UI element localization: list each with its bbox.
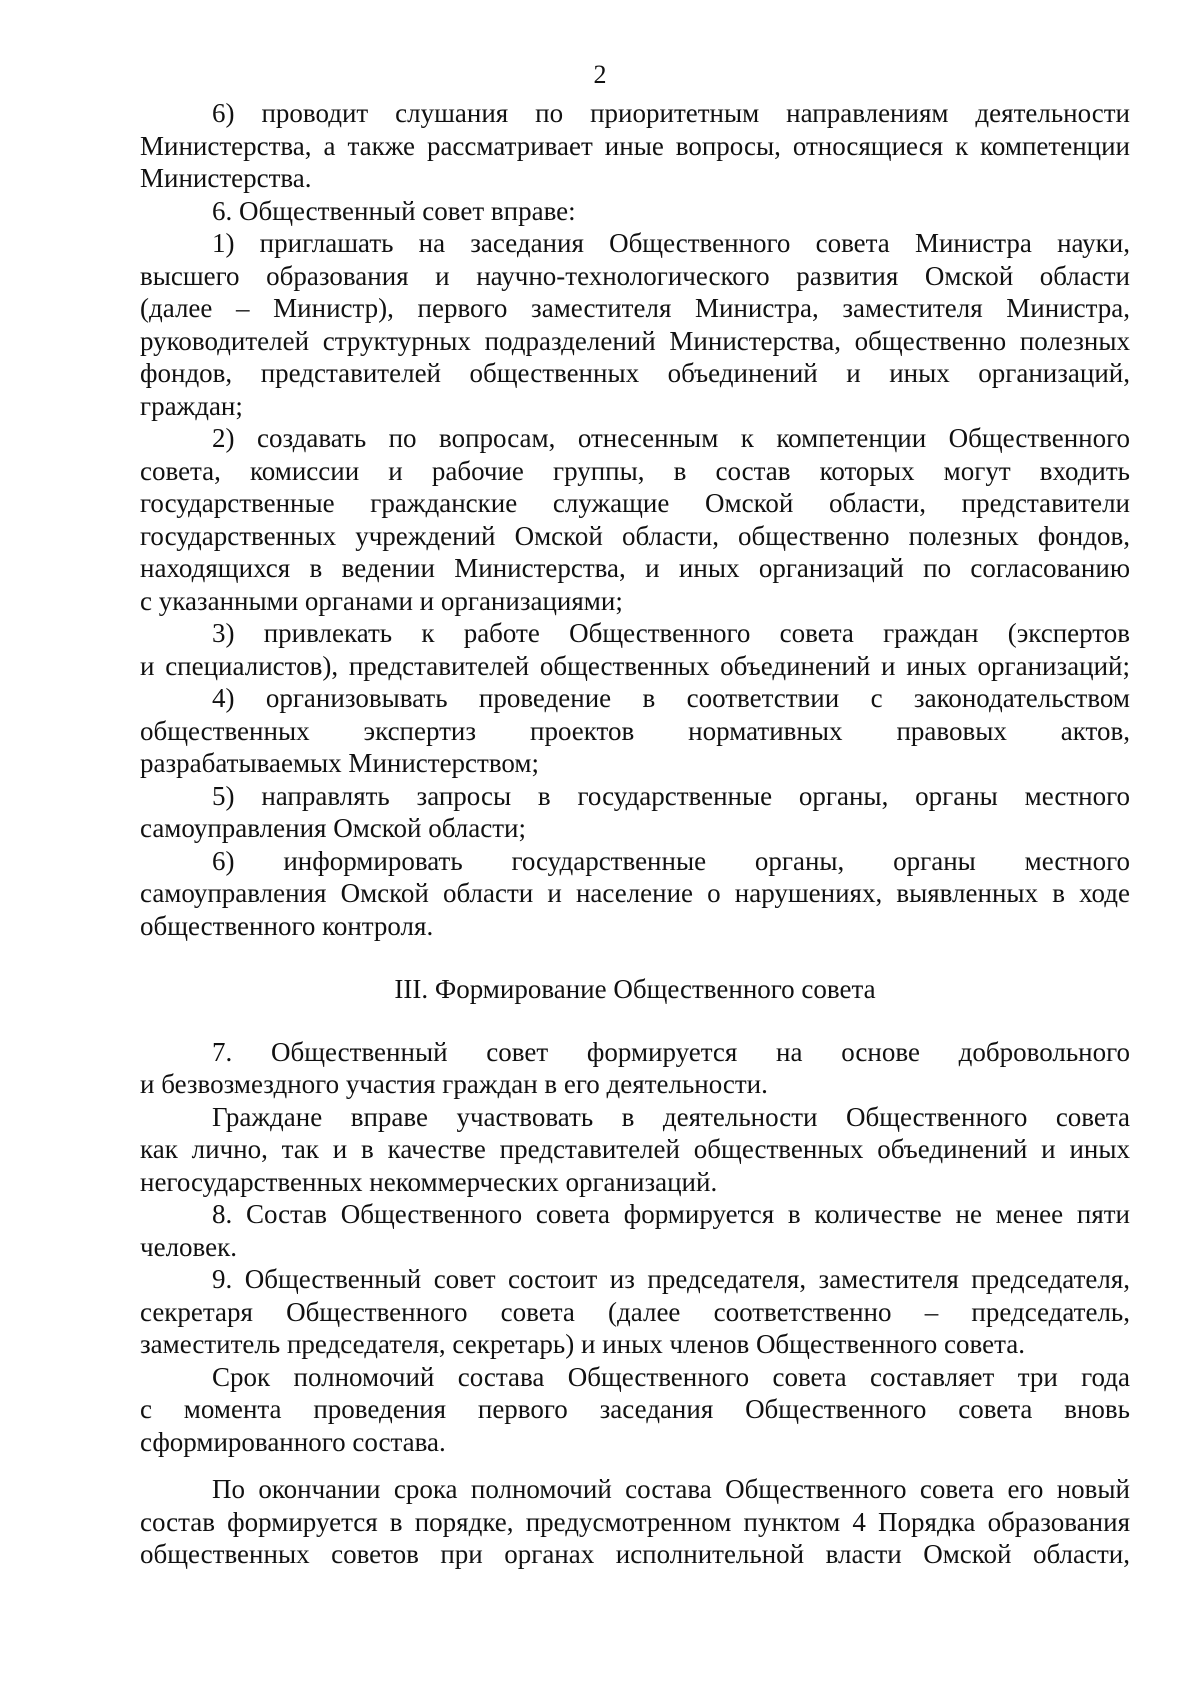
text-line: 1) приглашать на заседания Общественного совета Министра науки, (212, 228, 1130, 258)
text-line: 8. Состав Общественного совета формируется в количестве не менее пяти (212, 1199, 1130, 1229)
text-line: высшего образования и научно-технологического развития Омской области (140, 260, 1130, 291)
text-line: заместитель председателя, секретарь) и иных членов Общественного совета. (140, 1329, 1025, 1359)
text-line: 3) привлекать к работе Общественного совета граждан (экспертов (212, 618, 1130, 648)
text-line: общественных экспертиз проектов нормативных правовых актов, (140, 715, 1130, 746)
text-line: разрабатываемых Министерством; (140, 748, 539, 778)
text-line: негосударственных некоммерческих организаций. (140, 1166, 718, 1197)
text-line: общественного контроля. (140, 910, 434, 941)
text-line: секретаря Общественного совета (далее соответственно – председатель, (140, 1296, 1130, 1327)
text-line: 2) создавать по вопросам, отнесенным к компетенции Общественного (212, 423, 1130, 453)
text-line: Министерства. (140, 163, 312, 193)
text-line: фондов, представителей общественных объединений и иных организаций, (140, 358, 1130, 388)
text-line: и специалистов), представителей общественных объединений и иных организаций; (140, 650, 1130, 681)
text-line: Министерства, а также рассматривает иные вопросы, относящиеся к компетенции (140, 130, 1130, 161)
section-heading: III. Формирование Общественного совета (394, 974, 876, 1004)
text-line: граждан; (140, 390, 243, 421)
text-line: (далее – Министр), первого заместителя Министра, заместителя Министра, (140, 293, 1130, 323)
page-number: 2 (593, 60, 607, 89)
text-line: руководителей структурных подразделений Министерства, общественно полезных (140, 325, 1130, 356)
text-line: совета, комиссии и рабочие группы, в состав которых могут входить (140, 455, 1130, 486)
text-line: По окончании срока полномочий состава Общественного совета его новый (212, 1474, 1130, 1504)
text-line: Граждане вправе участвовать в деятельности Общественного совета (212, 1101, 1130, 1132)
text-line: как лично, так и в качестве представителей общественных объединений и иных (140, 1134, 1130, 1164)
text-line: общественных советов при органах исполнительной власти Омской области, (140, 1539, 1130, 1569)
text-line: 6. Общественный совет вправе: (212, 195, 576, 226)
text-line: 9. Общественный совет состоит из председателя, заместителя председателя, (212, 1264, 1130, 1294)
text-line: состав формируется в порядке, предусмотренном пунктом 4 Порядка образования (140, 1506, 1130, 1537)
text-line: 5) направлять запросы в государственные органы, органы местного (212, 780, 1130, 811)
document-body (140, 97, 1130, 1571)
text-line: 4) организовывать проведение в соответствии с законодательством (212, 683, 1130, 713)
text-line: с момента проведения первого заседания Общественного совета вновь (140, 1394, 1130, 1424)
text-line: государственные гражданские служащие Омской области, представители (140, 488, 1130, 518)
text-line: 6) информировать государственные органы, органы местного (212, 845, 1130, 876)
text-line: сформированного состава. (140, 1426, 446, 1457)
text-line: самоуправления Омской области и население о нарушениях, выявленных в ходе (140, 878, 1130, 908)
text-line: самоуправления Омской области; (140, 813, 526, 843)
text-line: человек. (140, 1231, 237, 1262)
text-line: государственных учреждений Омской области, общественно полезных фондов, (140, 520, 1130, 551)
text-line: и безвозмездного участия граждан в его деятельности. (140, 1069, 768, 1099)
text-line: Срок полномочий состава Общественного совета составляет три года (212, 1361, 1130, 1392)
text-line: 6) проводит слушания по приоритетным направлениям деятельности (212, 98, 1130, 128)
text-line: находящихся в ведении Министерства, и иных организаций по согласованию (140, 553, 1130, 583)
text-line: с указанными органами и организациями; (140, 585, 623, 616)
text-line: 7. Общественный совет формируется на основе добровольного (212, 1036, 1130, 1067)
